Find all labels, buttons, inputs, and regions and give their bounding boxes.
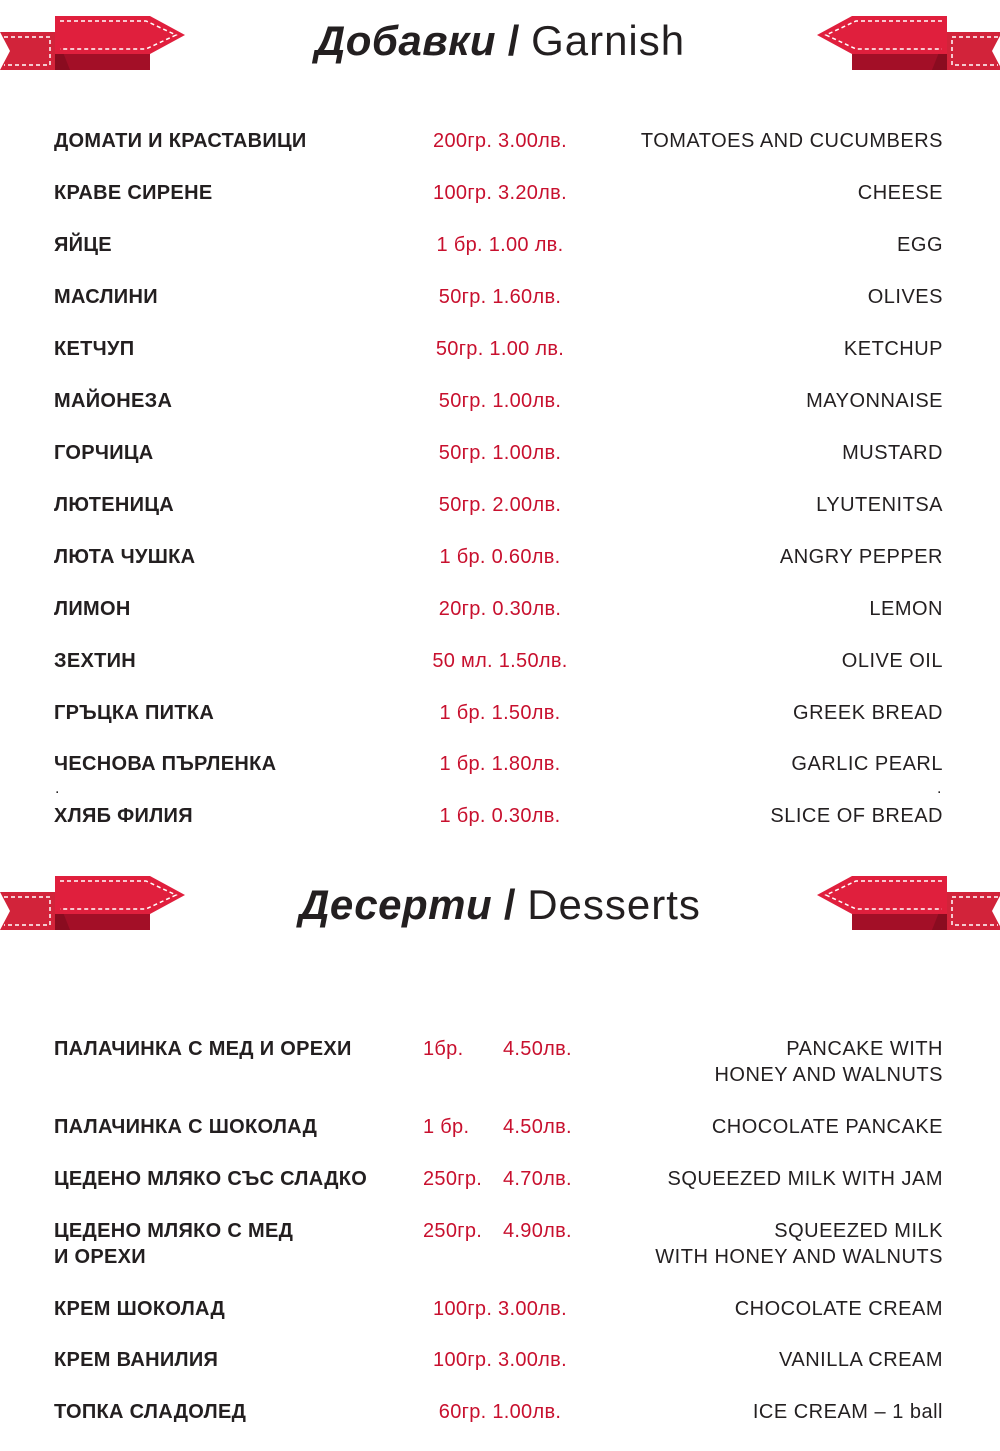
item-price: 50гр. 1.00 лв.: [435, 338, 565, 360]
menu-item: [0, 700, 1000, 752]
item-name-en: MUSTARD: [842, 442, 943, 464]
item-amount: 4.90лв.: [503, 1220, 572, 1242]
item-quantity: 250гр.: [423, 1168, 483, 1190]
menu-item: [0, 128, 1000, 180]
item-name-en: SQUEEZED MILK WITH JAM: [667, 1168, 943, 1190]
item-name-en: KETCHUP: [843, 338, 943, 360]
item-name-en: SLICE OF BREAD: [770, 805, 943, 827]
item-name-en: CHEESE: [857, 182, 943, 204]
item-price: 50гр. 2.00лв.: [438, 494, 562, 516]
stray-dot-left: .: [55, 780, 60, 797]
item-name-en: TOMATOES AND CUCUMBERS: [640, 130, 943, 152]
item-quantity: 1бр.: [423, 1038, 464, 1060]
item-price: 60гр. 1.00лв.: [438, 1401, 562, 1423]
item-name-bg: МАЙОНЕЗА: [54, 390, 173, 412]
item-name-bg: ПАЛАЧИНКА С МЕД И ОРЕХИ: [54, 1038, 352, 1060]
item-name-bg: ЛЮТА ЧУШКА: [54, 546, 196, 568]
item-price: 1 бр. 0.30лв.: [439, 805, 561, 827]
item-quantity: 1 бр.: [423, 1116, 470, 1138]
menu-item: [0, 803, 1000, 855]
item-price: 50гр. 1.00лв.: [438, 390, 562, 412]
menu-item: [0, 232, 1000, 284]
item-name-en: ICE CREAM – 1 ball: [752, 1401, 943, 1423]
menu-item: [0, 648, 1000, 700]
menu-item: [0, 284, 1000, 336]
menu-item: [0, 440, 1000, 492]
menu-item: [0, 544, 1000, 596]
item-name-en-line2: WITH HONEY AND WALNUTS: [655, 1246, 943, 1268]
item-name-bg: ГОРЧИЦА: [54, 442, 154, 464]
menu-item: [0, 1218, 1000, 1270]
item-price: 200гр. 3.00лв.: [433, 130, 567, 152]
item-name-bg: ЛИМОН: [54, 598, 131, 620]
item-amount: 4.50лв.: [503, 1116, 572, 1138]
item-name-en: EGG: [897, 234, 943, 256]
garnish-title-en: Garnish: [531, 17, 686, 64]
item-name-bg: ЦЕДЕНО МЛЯКО С МЕД: [54, 1220, 294, 1242]
item-name-bg: КЕТЧУП: [54, 338, 135, 360]
item-price: 50гр. 1.60лв.: [438, 286, 562, 308]
menu-item: [0, 1347, 1000, 1399]
item-amount: 4.50лв.: [503, 1038, 572, 1060]
item-name-bg: ПАЛАЧИНКА С ШОКОЛАД: [54, 1116, 318, 1138]
desserts-title-en: Desserts: [527, 881, 701, 928]
menu-item: [0, 751, 1000, 803]
item-name-en: LYUTENITSA: [816, 494, 943, 516]
item-name-bg: ЛЮТЕНИЦА: [54, 494, 174, 516]
menu-item: [0, 492, 1000, 544]
item-name-en: LEMON: [869, 598, 943, 620]
item-name-en: VANILLA CREAM: [779, 1349, 943, 1371]
item-price: 100гр. 3.20лв.: [433, 182, 567, 204]
desserts-title: [0, 880, 1000, 930]
menu-item: [0, 336, 1000, 388]
item-name-en: SQUEEZED MILK: [774, 1220, 943, 1242]
item-name-bg: ЧЕСНОВА ПЪРЛЕНКА: [54, 753, 277, 775]
item-price: 50гр. 1.00лв.: [438, 442, 562, 464]
item-price: 50 мл. 1.50лв.: [432, 650, 568, 672]
menu-item: [0, 180, 1000, 232]
item-price: 20гр. 0.30лв.: [438, 598, 562, 620]
item-price: 1 бр. 1.80лв.: [439, 753, 561, 775]
item-name-en: CHOCOLATE CREAM: [734, 1298, 943, 1320]
item-price: 100гр. 3.00лв.: [433, 1298, 567, 1320]
title-separator: /: [507, 17, 520, 64]
item-name-en: ANGRY PEPPER: [779, 546, 943, 568]
item-name-bg: ГРЪЦКА ПИТКА: [54, 702, 215, 724]
menu-item: [0, 596, 1000, 648]
menu-item: [0, 1036, 1000, 1088]
item-amount: 4.70лв.: [503, 1168, 572, 1190]
item-price: 1 бр. 1.50лв.: [439, 702, 561, 724]
item-name-bg: ТОПКА СЛАДОЛЕД: [54, 1401, 247, 1423]
menu-item: [0, 1296, 1000, 1348]
stray-dot-right: .: [937, 780, 942, 797]
item-name-bg-line2: И ОРЕХИ: [54, 1246, 146, 1268]
item-name-en: OLIVE OIL: [841, 650, 943, 672]
desserts-title-bg: Десерти: [299, 881, 493, 928]
item-price: 1 бр. 1.00 лв.: [436, 234, 564, 256]
item-name-en-line2: HONEY AND WALNUTS: [714, 1064, 943, 1086]
menu-item: [0, 1399, 1000, 1451]
menu-item: [0, 1166, 1000, 1218]
item-name-en: OLIVES: [867, 286, 943, 308]
item-name-bg: ДОМАТИ И КРАСТАВИЦИ: [54, 130, 307, 152]
item-name-en: GARLIC PEARL: [791, 753, 943, 775]
garnish-title: [0, 16, 1000, 66]
item-name-bg: ХЛЯБ ФИЛИЯ: [54, 805, 193, 827]
item-name-bg: КРЕМ ВАНИЛИЯ: [54, 1349, 219, 1371]
menu-item: [0, 388, 1000, 440]
item-name-bg: КРЕМ ШОКОЛАД: [54, 1298, 226, 1320]
title-separator: /: [503, 881, 516, 928]
item-name-en: GREEK BREAD: [793, 702, 943, 724]
item-name-en: MAYONNAISE: [806, 390, 943, 412]
item-name-bg: ЗЕХТИН: [54, 650, 137, 672]
item-name-bg: ЯЙЦЕ: [54, 234, 112, 256]
item-quantity: 250гр.: [423, 1220, 483, 1242]
item-price: 1 бр. 0.60лв.: [439, 546, 561, 568]
item-name-en: PANCAKE WITH: [786, 1038, 943, 1060]
item-price: 100гр. 3.00лв.: [433, 1349, 567, 1371]
garnish-title-bg: Добавки: [314, 17, 497, 64]
item-name-bg: ЦЕДЕНО МЛЯКО СЪС СЛАДКО: [54, 1168, 368, 1190]
item-name-bg: МАСЛИНИ: [54, 286, 158, 308]
item-name-bg: КРАВЕ СИРЕНЕ: [54, 182, 213, 204]
menu-item: [0, 1114, 1000, 1166]
item-name-en: CHOCOLATE PANCAKE: [711, 1116, 943, 1138]
